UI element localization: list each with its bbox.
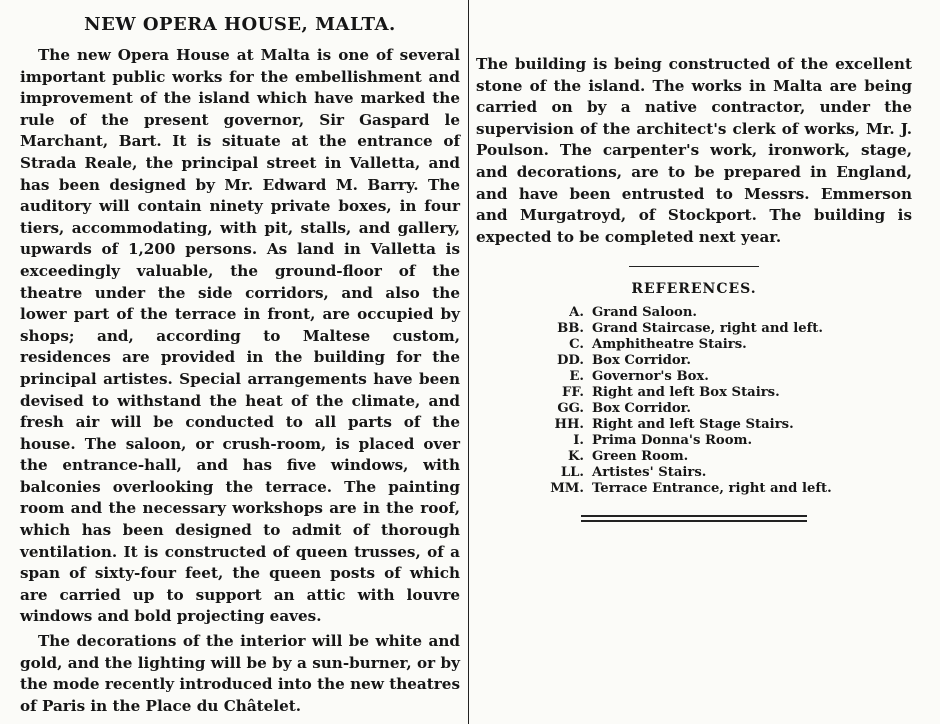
references-list [526, 305, 912, 497]
reference-item [526, 481, 912, 497]
references-heading: REFERENCES. [631, 281, 757, 298]
reference-key: FF. [562, 385, 584, 401]
end-double-rule [581, 515, 807, 522]
reference-item [526, 337, 912, 353]
reference-item [526, 465, 912, 481]
reference-key: A. [569, 305, 584, 321]
reference-text: Right and left Stage Stairs. [592, 417, 794, 433]
reference-item [526, 401, 912, 417]
reference-key: E. [569, 369, 584, 385]
reference-key: DD. [557, 353, 584, 369]
end-rule-top [581, 515, 807, 517]
reference-key: LL. [560, 465, 584, 481]
reference-key: BB. [557, 321, 584, 337]
reference-key: I. [573, 433, 584, 449]
column-divider [468, 0, 469, 724]
reference-item [526, 433, 912, 449]
article-paragraph-1: The new Opera House at Malta is one of several important public works for the embellishment and improvement of the island which have marked the rule of the present governor, Sir Gaspard le Marchant, Bart. It is situate at the entrance of Strada Reale, the principal street in Valletta, and has been designed by Mr. Edward M. Barry. The auditory will contain ninety private boxes, in four tiers, accommodating, with pit, stalls, and gallery, upwards of 1,200 persons. As land in Valletta is exceedingly valuable, the ground-floor of the theatre under the side corridors, and also the lower part of the terrace in front, are occupied by shops; and, according to Maltese custom, residences are provided in the building for the principal artistes. Special arrangements have been devised to withstand the heat of the climate, and fresh air will be conducted to all parts of the house. The saloon, or crush-room, is placed over the entrance-hall, and has five windows, with balconies overlooking the terrace. The painting room and the necessary workshops are in the roof, which has been designed to admit of thorough ventilation. It is constructed of queen trusses, of a span of sixty-four feet, the queen posts of which are carried up to support an attic with louvre windows and bold projecting eaves. [20, 46, 460, 626]
article-title: NEW OPERA HOUSE, MALTA. [84, 14, 396, 35]
reference-text: Green Room. [592, 449, 689, 465]
reference-text: Artistes' Stairs. [592, 465, 707, 481]
reference-text: Grand Staircase, right and left. [592, 321, 823, 337]
reference-text: Box Corridor. [592, 353, 691, 369]
reference-key: K. [567, 449, 584, 465]
reference-item [526, 417, 912, 433]
article-paragraph-3: The building is being constructed of the excellent stone of the island. The works in Malta are being carried on by a native contractor, under the supervision of the architect's clerk of works, Mr. J. Poulson. The carpenter's work, ironwork, stage, and decorations, are to be prepared in England, and have been entrusted to Messrs. Emmerson and Murgatroyd, of Stockport. The building is expected to be completed next year. [476, 55, 912, 246]
reference-text: Box Corridor. [592, 401, 691, 417]
reference-text: Grand Saloon. [592, 305, 698, 321]
reference-item [526, 305, 912, 321]
section-rule [629, 266, 759, 267]
reference-text: Terrace Entrance, right and left. [592, 481, 832, 497]
left-column [20, 14, 460, 717]
reference-key: MM. [550, 481, 584, 497]
reference-key: GG. [557, 401, 584, 417]
reference-text: Prima Donna's Room. [592, 433, 753, 449]
reference-item [526, 385, 912, 401]
article-paragraph-2: The decorations of the interior will be white and gold, and the lighting will be by a sun-burner, or by the mode recently introduced into the new theatres of Paris in the Place du Châtelet. [20, 632, 460, 715]
reference-item [526, 353, 912, 369]
reference-text: Amphitheatre Stairs. [592, 337, 747, 353]
reference-item [526, 321, 912, 337]
right-column [476, 54, 912, 522]
reference-key: HH. [554, 417, 584, 433]
reference-item [526, 449, 912, 465]
reference-text: Governor's Box. [592, 369, 709, 385]
reference-key: C. [569, 337, 584, 353]
reference-item [526, 369, 912, 385]
reference-text: Right and left Box Stairs. [592, 385, 780, 401]
end-rule-bottom [581, 520, 807, 522]
